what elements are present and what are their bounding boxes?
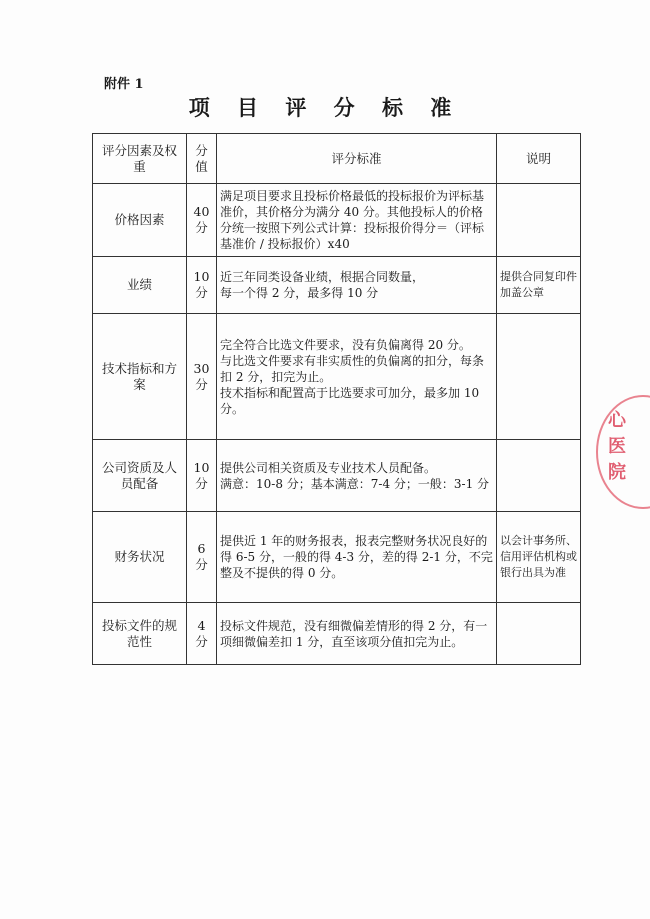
factor-cell: 投标文件的规范性 — [93, 603, 187, 665]
header-factor: 评分因素及权重 — [93, 134, 187, 184]
criteria-cell — [217, 314, 497, 440]
table-row — [93, 440, 581, 512]
criteria-line: 满意：10-8 分；基本满意：7-4 分；一般：3-1 分 — [220, 476, 490, 491]
criteria-line: 提供近 1 年的财务报表，报表完整财务状况良好的得 6-5 分，一般的得 4-3 分，差的得 2-1 分，不完整及不提供的得 0 分。 — [220, 534, 493, 580]
criteria-cell — [217, 512, 497, 603]
criteria-line: 完全符合比选文件要求，没有负偏离得 20 分。 — [220, 337, 471, 352]
attachment-label: 附件 1 — [104, 77, 144, 92]
criteria-cell — [217, 257, 497, 314]
criteria-line: 提供公司相关资质及专业技术人员配备。 — [220, 460, 437, 475]
table-row — [93, 512, 581, 603]
header-criteria: 评分标准 — [217, 134, 497, 184]
score-cell: 30 分 — [187, 314, 217, 440]
note-cell — [497, 314, 581, 440]
criteria-line: 近三年同类设备业绩，根据合同数量， — [220, 270, 425, 284]
table-row — [93, 257, 581, 314]
note-cell — [497, 184, 581, 257]
table-row — [93, 314, 581, 440]
score-cell: 10 分 — [187, 440, 217, 512]
score-cell: 10 分 — [187, 257, 217, 314]
table-row — [93, 603, 581, 665]
factor-cell: 财务状况 — [93, 512, 187, 603]
criteria-cell — [217, 603, 497, 665]
factor-cell: 价格因素 — [93, 184, 187, 257]
seal-text: 心医院 — [608, 410, 626, 483]
criteria-line: 投标文件规范，没有细微偏差情形的得 2 分，有一项细微偏差扣 1 分，直至该项分值扣完为止。 — [220, 618, 488, 649]
score-cell: 6 分 — [187, 512, 217, 603]
table-row — [93, 184, 581, 257]
note-cell — [497, 440, 581, 512]
note-cell: 以会计事务所、信用评估机构或银行出具为准 — [497, 512, 581, 603]
criteria-line: 满足项目要求且投标价格最低的投标报价为评标基准价，其价格分为满分 40 分。其他投标人的价格分统一按照下列公式计算：投标报价得分＝（评标基准价 / 投标报价）x40 — [220, 189, 485, 251]
score-cell: 4 分 — [187, 603, 217, 665]
factor-cell: 公司资质及人员配备 — [93, 440, 187, 512]
table-header-row — [93, 134, 581, 184]
header-note: 说明 — [497, 134, 581, 184]
score-cell: 40 分 — [187, 184, 217, 257]
scoring-table — [92, 133, 581, 665]
note-cell — [497, 603, 581, 665]
criteria-cell — [217, 184, 497, 257]
document-title: 项 目 评 分 标 准 — [188, 95, 462, 120]
criteria-line: 技术指标和配置高于比选要求可加分，最多加 10 分。 — [220, 385, 480, 416]
criteria-line: 每一个得 2 分，最多得 10 分 — [220, 286, 379, 300]
criteria-line: 与比选文件要求有非实质性的负偏离的扣分，每条扣 2 分，扣完为止。 — [220, 353, 485, 384]
criteria-cell — [217, 440, 497, 512]
note-cell: 提供合同复印件加盖公章 — [497, 257, 581, 314]
header-score: 分值 — [187, 134, 217, 184]
factor-cell: 技术指标和方案 — [93, 314, 187, 440]
factor-cell: 业绩 — [93, 257, 187, 314]
